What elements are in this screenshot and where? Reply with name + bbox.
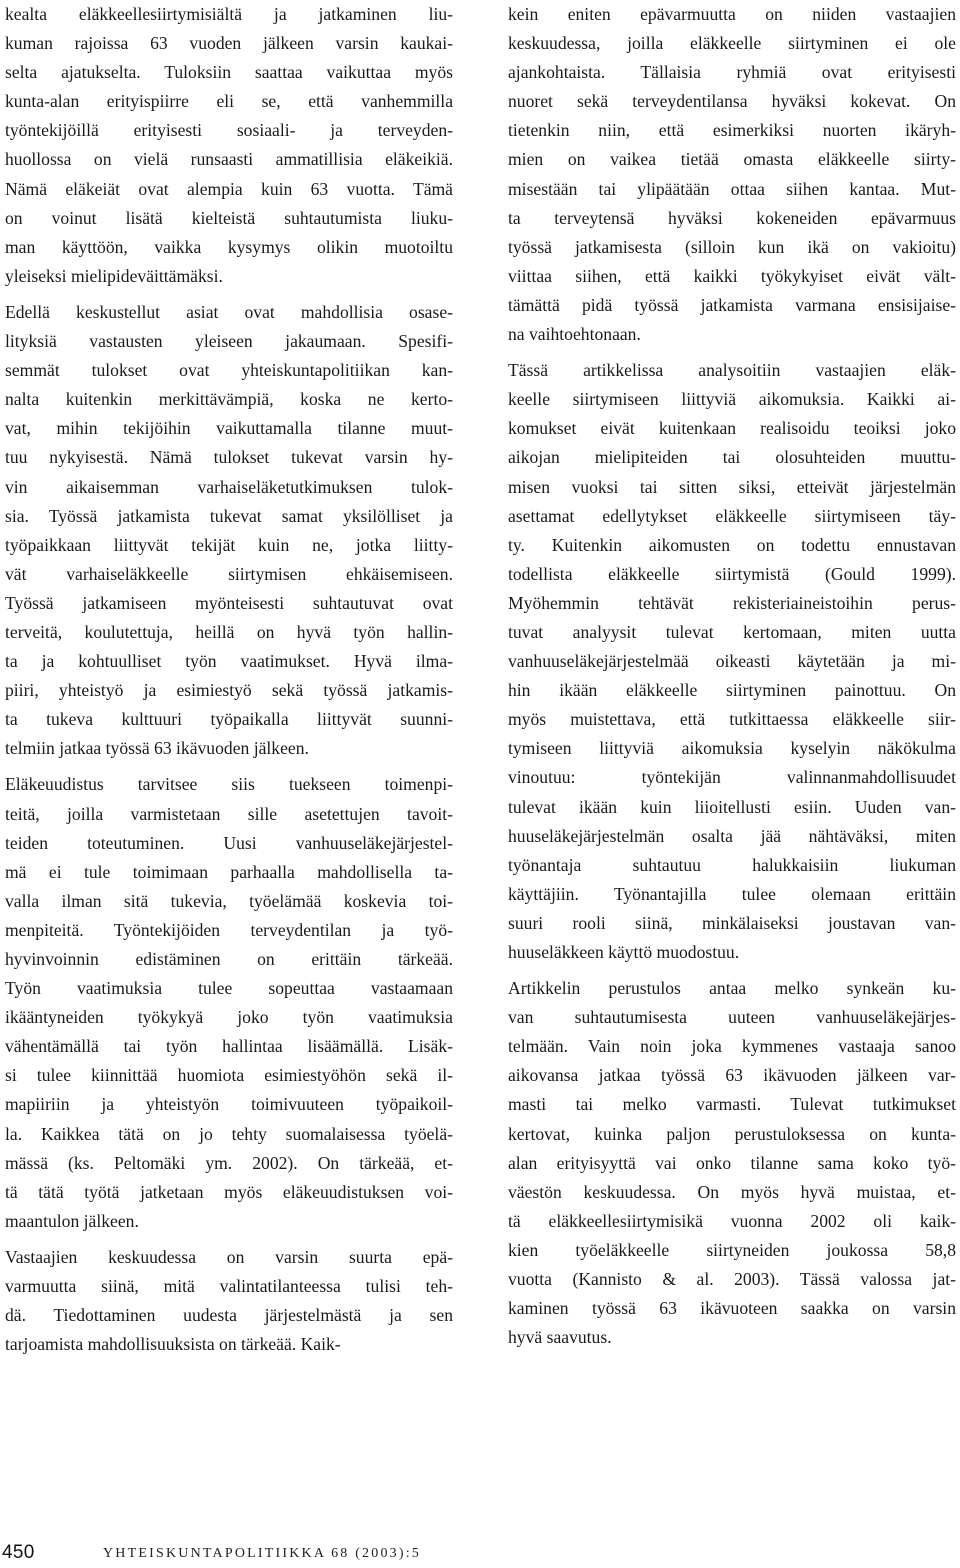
text-line: yleiseksi mielipideväittämäksi. [5,265,223,286]
page-number: 450 [2,1542,35,1563]
text-line: na vaihtoehtonaan. [508,324,641,345]
text-line: tuu nykyisestä. Nämä tulokset tukevat varsin hy- [5,447,453,468]
text-line: nuoret sekä terveydentilansa hyväksi kokevat. On [508,91,956,112]
text-line: teitä, joilla varmistetaan sille asetettujen tavoit- [5,803,453,824]
text-line: vinoutuu: työntekijän valinnanmahdollisuudet [508,767,956,788]
text-line: terveitä, koulutettuja, heillä on hyvä työn hallin- [5,621,453,642]
text-line: tarjoamista mahdollisuuksista on tärkeää. Kaik- [5,1334,341,1355]
journal-name: YHTEISKUNTAPOLITIIKKA 68 (2003):5 [103,1546,422,1561]
text-line: ikääntyneiden työkykyä joko työn vaatimuksia [5,1007,453,1028]
text-line: hyvä saavutus. [508,1327,612,1348]
text-line: tymiseen liittyviä aikomuksia kyselyin näkökulma [508,738,956,759]
text-line: telmään. Vain noin joka kymmenes vastaaja sanoo [508,1036,956,1057]
text-line: vät varhaiseläkkeelle siirtymisen ehkäisemiseen. [5,563,453,584]
text-line: tulevat ikään kuin liioitellusti esiin. Uuden van- [508,796,956,817]
text-line: hyvinvoinnin edistäminen on erittäin tärkeää. [5,949,453,969]
paragraph [508,356,956,967]
text-line: lityksiä vastausten yleiseen jakaumaan. Spesifi- [5,331,453,352]
text-line: vähentämällä tai työn hallintaa lisäämällä. Lisäk- [5,1036,453,1057]
text-line: kunta-alan erityispiirre eli se, että vanhemmilla [5,91,453,112]
text-line: si tulee kiinnittää huomiota esimiestyöhön sekä il- [5,1065,453,1086]
text-line: viittaa siihen, että kaikki työkykyiset eivät vält- [508,265,956,286]
text-line: misen vuoksi tai sitten siksi, etteivät järjestelmän [508,476,956,497]
text-line: väestön keskuudessa. On myös hyvä muistaa, et- [508,1181,956,1202]
text-line: aikovansa jatkaa työssä 63 ikävuoden jälkeen var- [508,1065,956,1086]
text-line: kien työeläkkeelle siirtyneiden joukossa 58,8 [508,1239,956,1260]
text-line: komukset eivät kuitenkaan realisoidu teoiksi joko [508,418,956,439]
text-line: man käyttöön, vaikka kysymys olikin muotoiltu [5,236,453,257]
text-line: kein eniten epävarmuutta on niiden vastaajien [508,4,956,24]
text-line: selta ajatukselta. Tuloksiin saattaa vaikuttaa myös [5,62,453,83]
text-line: sia. Työssä jatkamista tukevat samat yksilölliset ja [5,505,453,526]
text-line: mä ei tule toimimaan parhaalla mahdollisella ta- [5,861,453,882]
text-line: asettamat edellytykset eläkkeelle siirtymiseen täy- [508,505,956,526]
paragraph [5,1243,453,1359]
text-line: kuman rajoissa 63 vuoden jälkeen varsin kaukai- [5,33,453,54]
text-line: dä. Tiedottaminen uudesta järjestelmästä ja sen [5,1305,453,1326]
text-line: keskuudessa, joilla eläkkeelle siirtyminen ei ole [508,33,956,54]
text-line: kaminen työssä 63 ikävuoteen saakka on varsin [508,1298,956,1319]
page-footer [0,1538,960,1568]
text-line: mässä (ks. Peltomäki ym. 2002). On tärkeää, et- [5,1152,453,1173]
text-line: mapiiriin ja yhteistyön toimivuuteen työpaikoil- [5,1094,453,1115]
text-line: ta ja kohtuulliset työn vaatimukset. Hyvä ilma- [5,651,453,672]
text-line: ty. Kuitenkin aikomusten on todettu ennustavan [508,534,956,555]
text-line: teiden toteutuminen. Uusi vanhuuseläkejärjestel- [5,832,453,853]
text-line: tämättä pidä työssä jatkamista varmana ensisijaise- [508,294,956,315]
paragraph [5,770,453,1236]
text-line: hin ikään eläkkeelle siirtyminen painottuu. On [508,680,956,701]
text-line: keelle siirtymiseen liittyviä aikomuksia. Kaikki ai- [508,389,956,410]
text-line: tä tätä työtä jatketaan myös eläkeuudistuksen voi- [5,1181,453,1202]
text-line: käyttäjiin. Työnantajilla tulee olemaan erittäin [508,883,956,904]
text-line: kealta eläkkeellesiirtymisiältä ja jatkaminen liu- [5,4,453,24]
text-line: vin aikaisemman varhaiseläketutkimuksen tulok- [5,476,453,497]
text-line: kertovat, kuinka paljon perustuloksessa on kunta- [508,1123,956,1144]
text-line: todellista eläkkeelle siirtymistä (Gould 1999). [508,563,956,584]
text-line: huuseläkkeen käyttö muodostuu. [508,942,740,962]
text-line: valla ilman sitä tukevia, työelämää koskevia toi- [5,890,453,911]
paragraph [508,0,956,349]
text-line: Tässä artikkelissa analysoitiin vastaajien eläk- [508,360,956,381]
text-line: menpiteitä. Työntekijöiden terveydentilan ja työ- [5,919,453,940]
text-line: ta tukeva kulttuuri työpaikalla liittyvät suunni- [5,709,453,730]
text-line: Eläkeuudistus tarvitsee siis tuekseen toimenpi- [5,774,453,795]
text-line: nalta kuitenkin merkittävämpiä, koska ne kerto- [5,389,453,410]
text-line: la. Kaikkea tätä on jo tehty suomalaisessa työelä- [5,1123,453,1144]
text-line: maantulon jälkeen. [5,1210,139,1231]
text-line: Myöhemmin tehtävät rekisteriaineistoihin perus- [508,592,956,613]
text-line: työntekijöillä erityisesti sosiaali- ja terveyden- [5,120,453,141]
text-line: työssä jatkamisesta (silloin kun ikä on vakioitu) [508,236,956,257]
text-line: on voinut lisätä kielteistä suhtautumista liuku- [5,207,453,228]
paragraph [508,974,956,1352]
text-line: vat, mihin tekijöihin vaikuttamalla tilanne muut- [5,418,453,439]
text-line: vuotta (Kannisto & al. 2003). Tässä valossa jat- [508,1269,956,1290]
text-line: aikojan mielipiteiden tai olosuhteiden muuttu- [508,447,956,468]
text-line: tuvat analyysit tulevat kertomaan, miten uutta [508,621,956,642]
text-line: työnantaja suhtautuu halukkaisiin liukuman [508,854,956,875]
text-line: telmiin jatkaa työssä 63 ikävuoden jälkeen. [5,738,309,759]
text-line: tietenkin niin, että esimerkiksi nuorten ikäryh- [508,120,956,141]
text-line: huuseläkejärjestelmän osalta jää nähtäväksi, miten [508,825,956,846]
text-line: ta terveytensä hyväksi kokeneiden epävarmuus [508,207,956,228]
text-line: ajankohtaista. Tällaisia ryhmiä ovat erityisesti [508,62,956,83]
text-line: tä eläkkeellesiirtymisikä vuonna 2002 oli kaik- [508,1210,956,1231]
right-column [508,0,956,1352]
text-line: misestään tai ylipäätään ottaa siihen kantaa. Mut- [508,178,956,199]
text-line: Nämä eläkeiät ovat alempia kuin 63 vuotta. Tämä [5,178,453,199]
text-line: alan erityisyyttä vai onko tilanne sama koko työ- [508,1152,956,1173]
text-line: Edellä keskustellut asiat ovat mahdollisia osase- [5,301,453,322]
text-line: varmuutta siinä, mitä valintatilanteessa tulisi teh- [5,1276,453,1297]
text-line: mien on vaikea tietää omasta eläkkeelle siirty- [508,149,956,170]
text-line: semmät tulokset ovat yhteiskuntapolitiikan kan- [5,360,453,381]
text-line: Artikkelin perustulos antaa melko synkeän ku- [508,978,956,999]
text-line: Työssä jatkamiseen myönteisesti suhtautuvat ovat [5,592,453,613]
text-line: masti tai melko varmasti. Tulevat tutkimukset [508,1094,956,1115]
text-line: van suhtautumisesta uuteen vanhuuseläkejärjes- [508,1007,956,1028]
text-line: Työn vaatimuksia tulee sopeuttaa vastaamaan [5,978,453,999]
paragraph [5,0,453,291]
text-line: työpaikkaan liittyvät tekijät kuin ne, jotka liitty- [5,534,453,555]
paragraph [5,298,453,764]
text-line: suuri rooli siinä, minkälaiseksi joustavan van- [508,912,956,933]
left-column [5,0,453,1359]
text-line: Vastaajien keskuudessa on varsin suurta epä- [5,1246,453,1267]
text-line: vanhuuseläkejärjestelmää oikeasti käytetään ja mi- [508,651,956,672]
text-line: piiri, yhteistyö ja esimiestyö sekä työssä jatkamis- [5,680,453,701]
text-line: myös muistettava, että tutkittaessa eläkkeelle siir- [508,709,956,730]
text-line: huollossa on vielä runsaasti ammatillisia eläkeikiä. [5,149,453,170]
